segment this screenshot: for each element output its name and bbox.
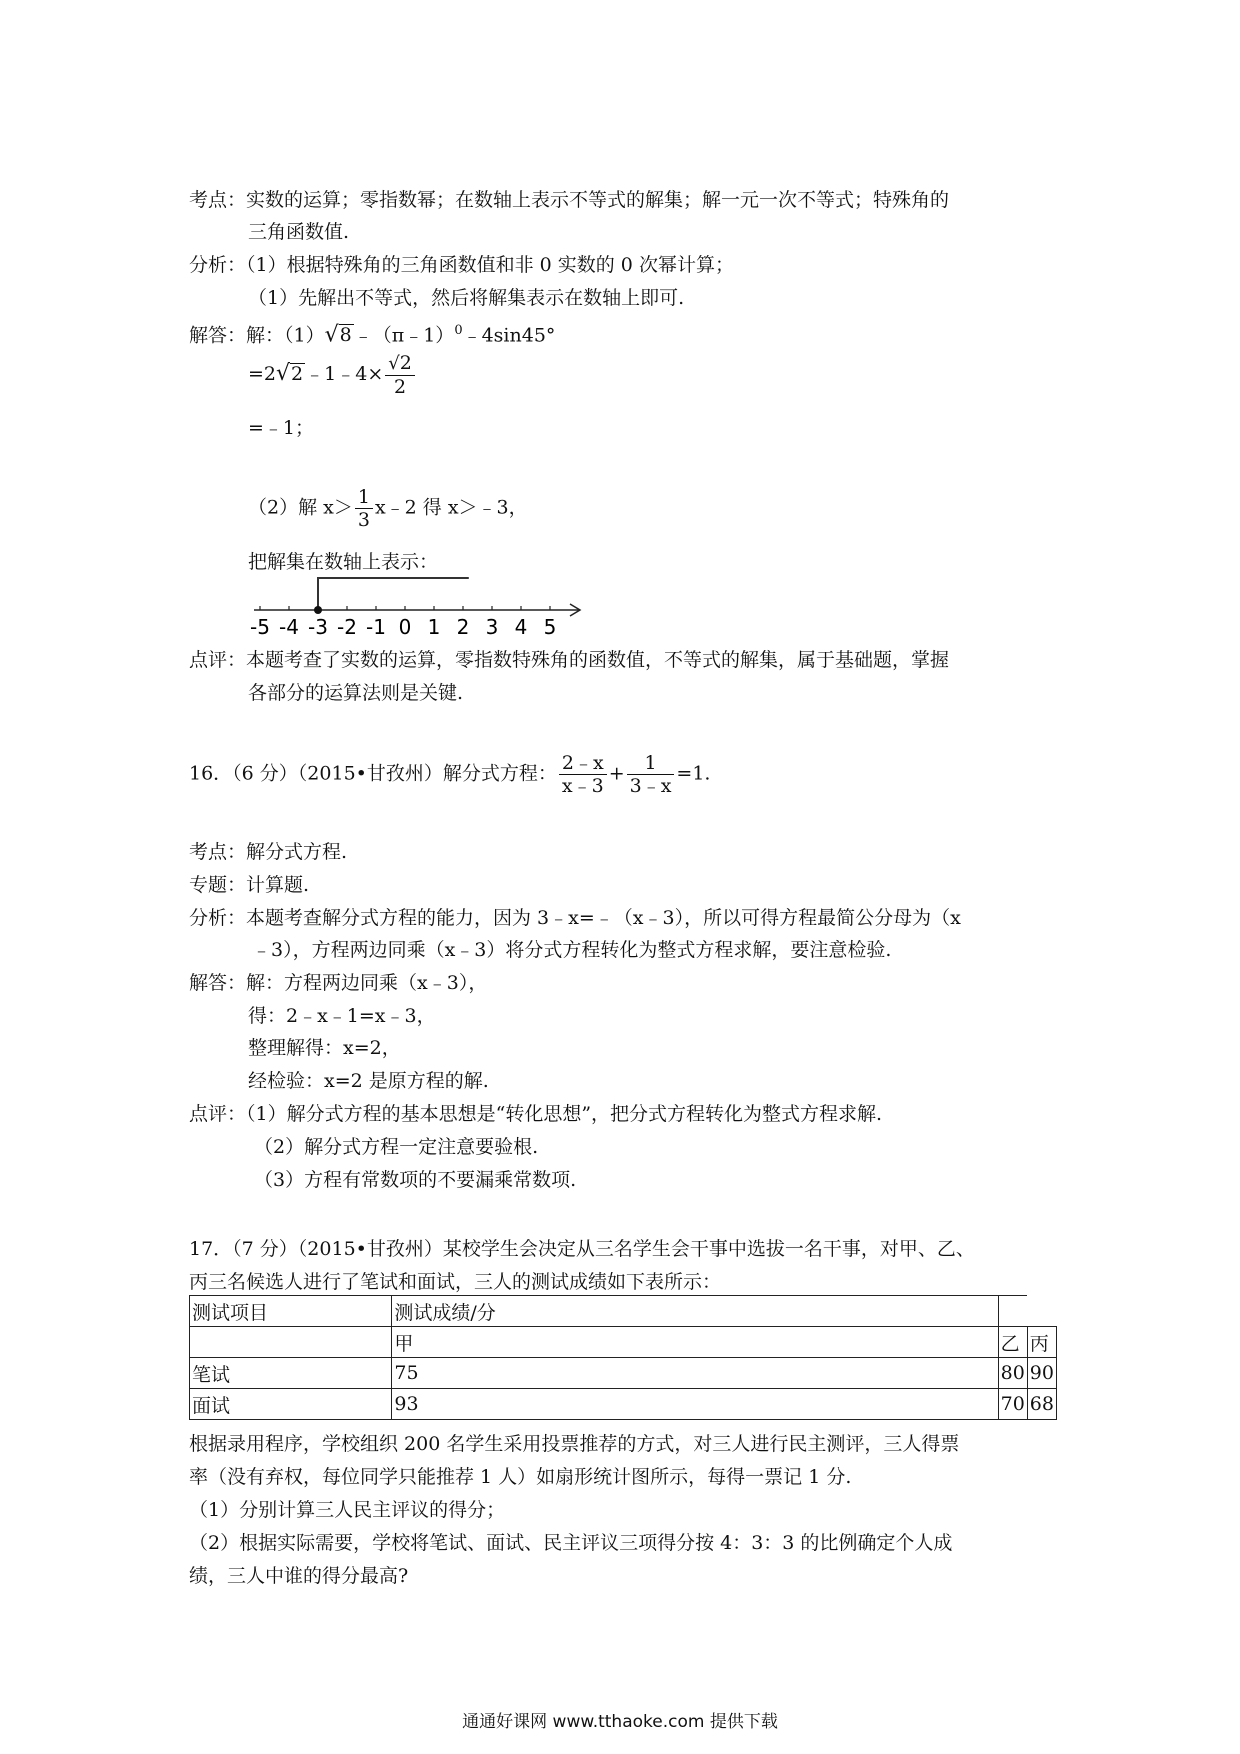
jieda-line-2: =2√2 ﹣1﹣4× $\frac{√2}{2}$ [248, 352, 417, 398]
q16-dianping-line-2: （2）解分式方程一定注意要验根. [254, 1136, 539, 1158]
q16-jieda-line-3: 整理解得：x=2， [248, 1037, 401, 1059]
jieda-line-3: =﹣1； [248, 417, 315, 439]
tick-label: 1 [427, 615, 441, 639]
q17-line-2: 丙三名候选人进行了笔试和面试，三人的测试成绩如下表所示： [189, 1271, 722, 1293]
tick-label: 0 [398, 615, 412, 639]
tick-label: 4 [514, 615, 528, 639]
q16-zhuanti: 专题：计算题. [189, 874, 310, 896]
jieda-line-1: 解答：解：（1）√8 ﹣（π﹣1）$^0$﹣4sin45° [189, 322, 556, 348]
q17-subq-2-line-1: （2）根据实际需要，学校将笔试、面试、民主评议三项得分按 4：3：3 的比例确定个人成 [189, 1532, 953, 1554]
q16-fenxi-line-2: ﹣3），方程两边同乘（x﹣3）将分式方程转化为整式方程求解，要注意检验. [252, 939, 892, 961]
q16-kaodian: 考点：解分式方程. [189, 841, 348, 863]
fraction-1-over-3-x: $\frac{1}{3﹣x}$ [627, 752, 675, 797]
sqrt-8: 8 [339, 324, 352, 347]
q17-para-1: 根据录用程序，学校组织 200 名学生采用投票推荐的方式，对三人进行民主测评，三人得票 [189, 1433, 960, 1455]
scores-table [189, 1295, 1057, 1420]
fraction-2-x-over-x-3: $\frac{2﹣x}{x﹣3}$ [559, 752, 607, 797]
jieda-label: 解答： [189, 324, 247, 347]
fraction-1-over-3: $\frac{1}{3}$ [355, 486, 373, 531]
tick-label: -4 [279, 615, 299, 639]
solution-endpoint [314, 606, 322, 614]
tick-label: -2 [337, 615, 357, 639]
header-item: 测试项目 [190, 1296, 392, 1327]
fenxi-line-2: （1）先解出不等式，然后将解集表示在数轴上即可. [248, 287, 685, 309]
tick-label: -1 [366, 615, 386, 639]
fenxi-line-1: 分析：（1）根据特殊角的三角函数值和非 0 实数的 0 次幂计算； [189, 254, 734, 276]
table-row: 面试 93 70 68 [190, 1389, 1057, 1420]
q16-jieda-line-4: 经检验：x=2 是原方程的解. [248, 1070, 489, 1092]
q17-subq-2-line-2: 绩，三人中谁的得分最高? [189, 1565, 409, 1587]
q17-line-1: 17．（7 分）（2015•甘孜州）某校学生会决定从三名学生会干事中选拔一名干事，对甲、乙、 [189, 1238, 975, 1260]
tick-label: -3 [308, 615, 328, 639]
table-subheader-row [190, 1327, 1057, 1358]
kaodian-line-1: 考点：实数的运算；零指数幂；在数轴上表示不等式的解集；解一元一次不等式；特殊角的 [189, 189, 950, 211]
jieda-line-5: 把解集在数轴上表示： [248, 551, 439, 573]
fraction-sqrt2-over-2: $\frac{√2}{2}$ [385, 352, 415, 398]
table-row: 笔试 75 80 90 [190, 1358, 1057, 1389]
kaodian-label: 考点： [189, 189, 247, 211]
q16-dianping-line-3: （3）方程有常数项的不要漏乘常数项. [254, 1169, 577, 1191]
q17-subq-1: （1）分别计算三人民主评议的得分； [189, 1499, 506, 1521]
q16-dianping-line-1: 点评：（1）解分式方程的基本思想是“转化思想”，把分式方程转化为整式方程求解. [189, 1103, 883, 1125]
tick-label: 5 [543, 615, 557, 639]
tick-label: 2 [456, 615, 470, 639]
dianping-line-2: 各部分的运算法则是关键. [248, 682, 464, 704]
kaodian-line-2: 三角函数值. [248, 221, 350, 243]
header-score: 测试成绩/分 [392, 1296, 998, 1327]
header-yi: 乙 [998, 1327, 1027, 1358]
solution-ray [318, 578, 469, 610]
q16-header: 16．（6 分）（2015•甘孜州）解分式方程： $\frac{2﹣x}{x﹣3}$ + $\frac{1}{3﹣x}$ =1. [189, 752, 711, 797]
number-line [240, 570, 600, 650]
jieda-line-4: （2）解 x＞ $\frac{1}{3}$ x﹣2 得 x＞﹣3， [248, 486, 528, 531]
q17-para-2: 率（没有弃权，每位同学只能推荐 1 人）如扇形统计图所示，每得一票记 1 分. [189, 1466, 852, 1488]
header-jia: 甲 [392, 1327, 998, 1358]
fenxi-label: 分析： [189, 254, 247, 276]
header-bing: 丙 [1027, 1327, 1056, 1358]
q16-jieda-line-1: 解答：解：方程两边同乘（x﹣3）， [189, 972, 488, 994]
table-header-row [190, 1296, 1057, 1327]
q16-fenxi-line-1: 分析：本题考查解分式方程的能力，因为 3﹣x=﹣（x﹣3），所以可得方程最简公分母为（x [189, 907, 961, 929]
tick-label: 3 [485, 615, 499, 639]
q16-jieda-line-2: 得：2﹣x﹣1=x﹣3， [248, 1005, 436, 1027]
tick-label: -5 [250, 615, 270, 639]
dianping-label: 点评： [189, 649, 247, 671]
dianping-line-1: 点评：本题考查了实数的运算，零指数特殊角的函数值，不等式的解集，属于基础题，掌握 [189, 649, 950, 671]
footer-credit: 通通好课网 www.tthaoke.com 提供下载 [462, 1712, 778, 1732]
